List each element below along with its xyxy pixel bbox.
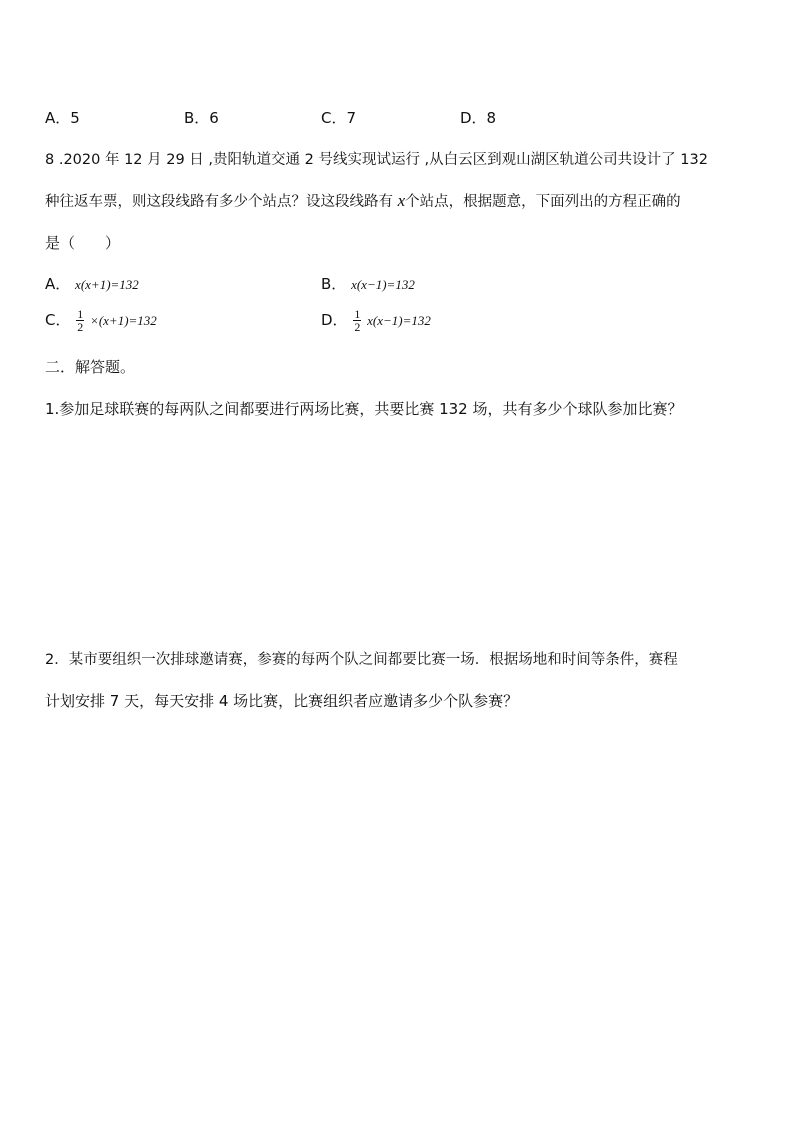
q8-option-d-fraction-numerator: 1	[354, 307, 361, 321]
q8-stem-line2	[45, 191, 681, 212]
q8-option-a	[45, 274, 139, 295]
q8-stem-line2-text: 种往返车票，则这段线路有多少个站点？设这段线路有	[45, 194, 398, 210]
q8-option-c-label: C．	[45, 311, 71, 329]
q8-option-b	[321, 274, 415, 295]
q8-option-c	[45, 308, 157, 333]
q8-option-d-fraction-denominator: 2	[354, 320, 361, 334]
q8-option-a-equation: x(x+1)=132	[75, 277, 139, 292]
answer-question-1: 1.参加足球联赛的每两队之间都要进行两场比赛，共要比赛 132 场，共有多少个球队参加比赛？	[45, 400, 683, 418]
q7-option-d: D．8	[460, 109, 497, 127]
q8-option-d-label: D．	[321, 311, 348, 329]
q8-option-d-fraction	[353, 308, 361, 333]
q8-stem-line1: 8 .2020 年 12 月 29 日 ,贵阳轨道交通 2 号线实现试运行 ,从白云区到观山湖区轨道公司共设计了 132	[45, 152, 708, 168]
q7-option-b: B．6	[184, 109, 219, 127]
q8-stem-line2-text-end: 个站点，根据题意，下面列出的方程正确的	[405, 194, 681, 210]
q8-option-c-equation: ×(x+1)=132	[90, 313, 157, 328]
answer-question-2-line2: 计划安排 7 天，每天安排 4 场比赛，比赛组织者应邀请多少个队参赛？	[45, 692, 519, 710]
section-heading: 二．解答题。	[45, 358, 136, 376]
q8-option-b-equation: x(x−1)=132	[351, 277, 415, 292]
q8-option-a-label: A．	[45, 275, 71, 293]
q8-option-c-fraction	[76, 308, 84, 333]
q8-option-d	[321, 308, 431, 333]
q8-variable-x: x	[397, 191, 406, 210]
q7-option-c: C．7	[321, 109, 357, 127]
q8-option-b-label: B．	[321, 275, 347, 293]
q8-option-d-equation: x(x−1)=132	[367, 313, 431, 328]
q7-option-a: A．5	[45, 109, 80, 127]
q8-stem-line3: 是（ ）	[45, 234, 121, 252]
q8-option-c-fraction-denominator: 2	[77, 320, 84, 334]
q8-option-c-fraction-numerator: 1	[77, 307, 84, 321]
answer-question-2-line1: 2．某市要组织一次排球邀请赛，参赛的每两个队之间都要比赛一场．根据场地和时间等条件，赛程	[45, 652, 678, 668]
